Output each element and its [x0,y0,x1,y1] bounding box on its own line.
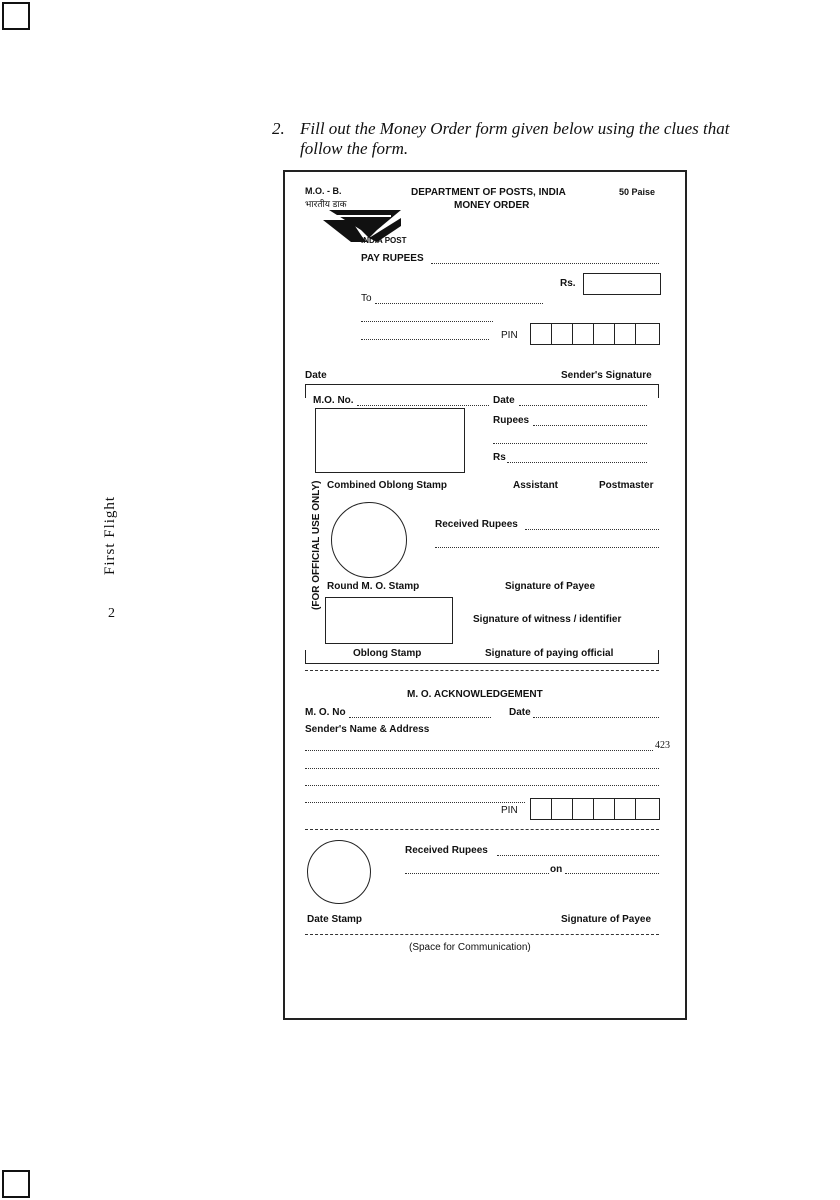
rupees-line[interactable] [533,425,647,426]
combined-stamp-box [315,408,465,473]
frame-tick-tl [305,384,306,398]
pin-label: PIN [501,330,518,341]
form-code: M.O. - B. [305,186,342,196]
official-date-label: Date [493,395,515,406]
cut-line-1 [305,670,659,671]
ack-mo-no-label: M. O. No [305,707,346,718]
official-rs-line[interactable] [507,462,647,463]
mo-no-line[interactable] [357,405,489,406]
ack-received-rupees-line[interactable] [497,855,659,856]
pay-rupees-line[interactable] [431,263,659,264]
sender-name-label: Sender's Name & Address [305,724,430,735]
round-stamp-label: Round M. O. Stamp [327,581,420,592]
official-use-label: (FOR OFFICIAL USE ONLY) [311,480,322,610]
received-rupees-label: Received Rupees [435,519,518,530]
cut-line-2 [305,829,659,830]
ack-on-line[interactable] [565,873,659,874]
date-stamp-label: Date Stamp [307,914,363,925]
price-label: 50 Paise [619,187,656,197]
crop-mark-top [2,2,30,30]
page-number: 2 [108,606,115,621]
dept-title: DEPARTMENT OF POSTS, INDIA [411,187,566,198]
pay-rupees-label: PAY RUPEES [361,253,424,264]
to-line-2[interactable] [361,321,493,322]
book-title: First Flight [102,495,118,575]
ack-mo-no-line[interactable] [349,717,491,718]
ack-signature-payee-label: Signature of Payee [561,914,652,925]
crop-mark-bottom [2,1170,30,1198]
cut-line-3 [305,934,659,935]
rs-label: Rs. [560,278,576,289]
paying-official-label: Signature of paying official [485,648,614,659]
sender-line-1[interactable] [305,750,653,751]
ack-on-label: on [550,864,563,875]
question-text-line1: Fill out the Money Order form given below using the clues that [300,119,730,138]
to-line-3[interactable] [361,339,489,340]
official-rs-label: Rs [493,452,506,463]
communication-label: (Space for Communication) [409,942,531,953]
rupees-label: Rupees [493,415,530,426]
ack-received-rupees-label: Received Rupees [405,845,488,856]
frame-tick-tr [658,384,659,398]
postmaster-label: Postmaster [599,480,654,491]
senders-signature-label: Sender's Signature [561,370,652,381]
received-rupees-line[interactable] [525,529,659,530]
round-stamp-circle [331,502,407,578]
sender-line-3[interactable] [305,785,659,786]
witness-label: Signature of witness / identifier [473,614,622,625]
ack-annotation: 423 [655,740,670,751]
rs-amount-box[interactable] [583,273,661,295]
frame-tick-bl [305,650,306,664]
mo-no-label: M.O. No. [313,395,354,406]
date-label: Date [305,370,327,381]
frame-tick-br [658,650,659,664]
form-code-hindi: भारतीय डाक [305,199,347,209]
assistant-label: Assistant [513,480,559,491]
official-date-line[interactable] [519,405,647,406]
rupees-line-2[interactable] [493,443,647,444]
sender-line-4[interactable] [305,802,525,803]
ack-date-label: Date [509,707,531,718]
question-number: 2. [272,119,285,138]
to-line-1[interactable] [375,303,543,304]
oblong-stamp-label: Oblong Stamp [353,648,422,659]
oblong-stamp-box [325,597,453,644]
logo-text: INDIA POST [361,236,407,245]
ack-received-line-2[interactable] [405,873,549,874]
to-label: To [361,293,372,304]
date-stamp-circle [307,840,371,904]
money-order-form [283,170,687,1020]
ack-title: M. O. ACKNOWLEDGEMENT [407,689,543,700]
received-rupees-line-2[interactable] [435,547,659,548]
ack-date-line[interactable] [533,717,659,718]
pin-boxes[interactable] [530,323,660,345]
ack-pin-label: PIN [501,805,518,816]
signature-payee-label: Signature of Payee [505,581,596,592]
question-text-line2: follow the form. [300,139,409,158]
ack-pin-boxes[interactable] [530,798,660,820]
sender-line-2[interactable] [305,768,659,769]
combined-stamp-label: Combined Oblong Stamp [327,480,447,491]
form-title: MONEY ORDER [454,200,530,211]
